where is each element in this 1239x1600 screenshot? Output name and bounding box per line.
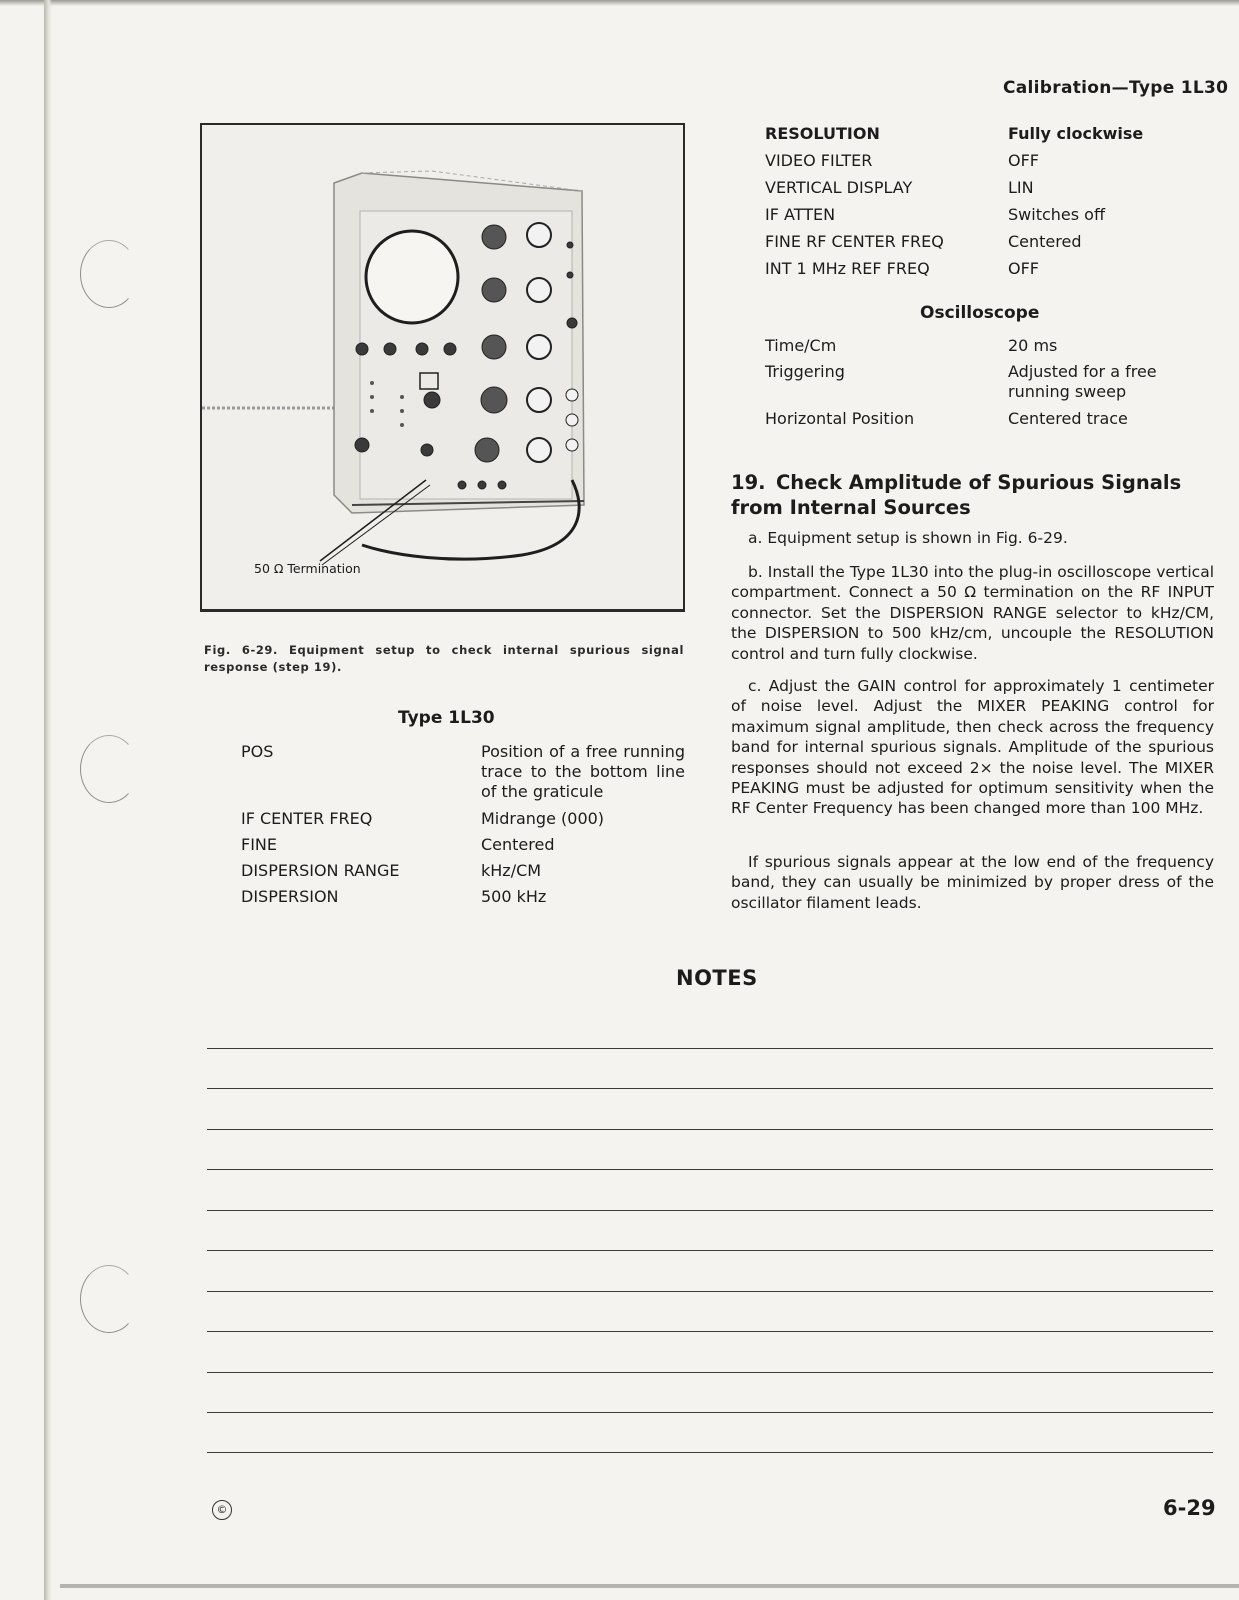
type-row-value: Position of a free running trace to the bottom line of the graticule <box>481 742 685 801</box>
note-line <box>207 1210 1213 1211</box>
oscilloscope-row-value: 20 ms <box>1008 336 1058 355</box>
note-line <box>207 1372 1213 1373</box>
section-number: 19. <box>731 471 766 494</box>
note-line <box>207 1250 1213 1251</box>
page-binding-edge <box>44 0 52 1600</box>
settings-row-label: INT 1 MHz REF FREQ <box>765 259 930 278</box>
punch-hole-middle <box>80 735 138 803</box>
settings-row-value: Fully clockwise <box>1008 124 1144 143</box>
settings-row-label: RESOLUTION <box>765 124 880 143</box>
page-bottom-edge <box>60 1584 1239 1588</box>
paragraph-c: c. Adjust the GAIN control for approximately 1 centimeter of noise level. Adjust the MIXER PEAKING control for maximum signal amplitude, then check across the frequency band for internal spurious signals. Amplitude of the spurious responses should not exceed 2× the noise level. The MIXER PEAKING must be adjusted for optimum sensitivity when the RF Center Frequency has been changed more than 100 MHz. <box>731 677 1214 818</box>
settings-row-value: Centered <box>1008 232 1082 251</box>
oscilloscope-table-title: Oscilloscope <box>920 303 1040 323</box>
oscilloscope-row-label: Triggering <box>765 362 845 381</box>
running-header: Calibration—Type 1L30 <box>1003 78 1229 98</box>
punch-hole-top <box>80 240 138 308</box>
note-line <box>207 1048 1213 1049</box>
type-row-label: FINE <box>241 835 277 854</box>
note-line <box>207 1412 1213 1413</box>
settings-row-label: VIDEO FILTER <box>765 151 873 170</box>
settings-row-label: FINE RF CENTER FREQ <box>765 232 944 251</box>
oscilloscope-row-label: Horizontal Position <box>765 409 915 428</box>
note-line <box>207 1331 1213 1332</box>
note-line <box>207 1169 1213 1170</box>
figure-caption: Fig. 6-29. Equipment setup to check internal spurious signal response (step 19). <box>204 643 684 674</box>
paragraph-b: b. Install the Type 1L30 into the plug-in oscilloscope vertical compartment. Connect a 50 Ω termination on the RF INPUT connector. Set the DISPERSION RANGE selector to kHz/CM, the DISPERSION to 500 kHz/cm, uncouple the RESOLUTION control and turn fully clockwise. <box>731 563 1214 663</box>
figure-callout-label: 50 Ω Termination <box>254 561 361 576</box>
punch-hole-bottom <box>80 1265 138 1333</box>
note-line <box>207 1291 1213 1292</box>
type-row-value: 500 kHz <box>481 887 547 906</box>
type-table-row <box>241 742 685 802</box>
copyright-mark: © <box>212 1500 232 1520</box>
type-row-label: IF CENTER FREQ <box>241 809 373 828</box>
note-line <box>207 1452 1213 1453</box>
type-row-label: POS <box>241 742 274 761</box>
settings-row-label: VERTICAL DISPLAY <box>765 178 913 197</box>
settings-row-value: OFF <box>1008 151 1039 170</box>
type-row-label: DISPERSION RANGE <box>241 861 400 880</box>
oscilloscope-row-label: Time/Cm <box>765 336 837 355</box>
type-row-value: Centered <box>481 835 555 854</box>
type-row-label: DISPERSION <box>241 887 339 906</box>
type-table-title: Type 1L30 <box>398 708 495 728</box>
settings-row-value: OFF <box>1008 259 1039 278</box>
section-title-text: Check Amplitude of Spurious Signals from Internal Sources <box>731 471 1182 519</box>
oscilloscope-row-value: Adjusted for a free running sweep <box>1008 362 1157 401</box>
paragraph-a: a. Equipment setup is shown in Fig. 6-29. <box>748 529 1068 547</box>
oscilloscope-row-value: Centered trace <box>1008 409 1128 428</box>
note-line <box>207 1129 1213 1130</box>
type-row-value: Midrange (000) <box>481 809 605 828</box>
settings-row-label: IF ATTEN <box>765 205 836 224</box>
figure-equipment-photo <box>200 123 685 612</box>
oscilloscope-illustration <box>202 125 683 609</box>
page-top-edge <box>0 0 1239 6</box>
notes-title: NOTES <box>676 966 758 990</box>
section-heading <box>731 470 1221 520</box>
page-number: 6-29 <box>1163 1496 1216 1520</box>
note-line <box>207 1088 1213 1089</box>
paragraph-d: If spurious signals appear at the low end of the frequency band, they can usually be minimized by proper dress of the oscillator filament leads. <box>731 853 1214 912</box>
settings-row-value: Switches off <box>1008 205 1105 224</box>
settings-row-value: LIN <box>1008 178 1034 197</box>
type-row-value: kHz/CM <box>481 861 542 880</box>
